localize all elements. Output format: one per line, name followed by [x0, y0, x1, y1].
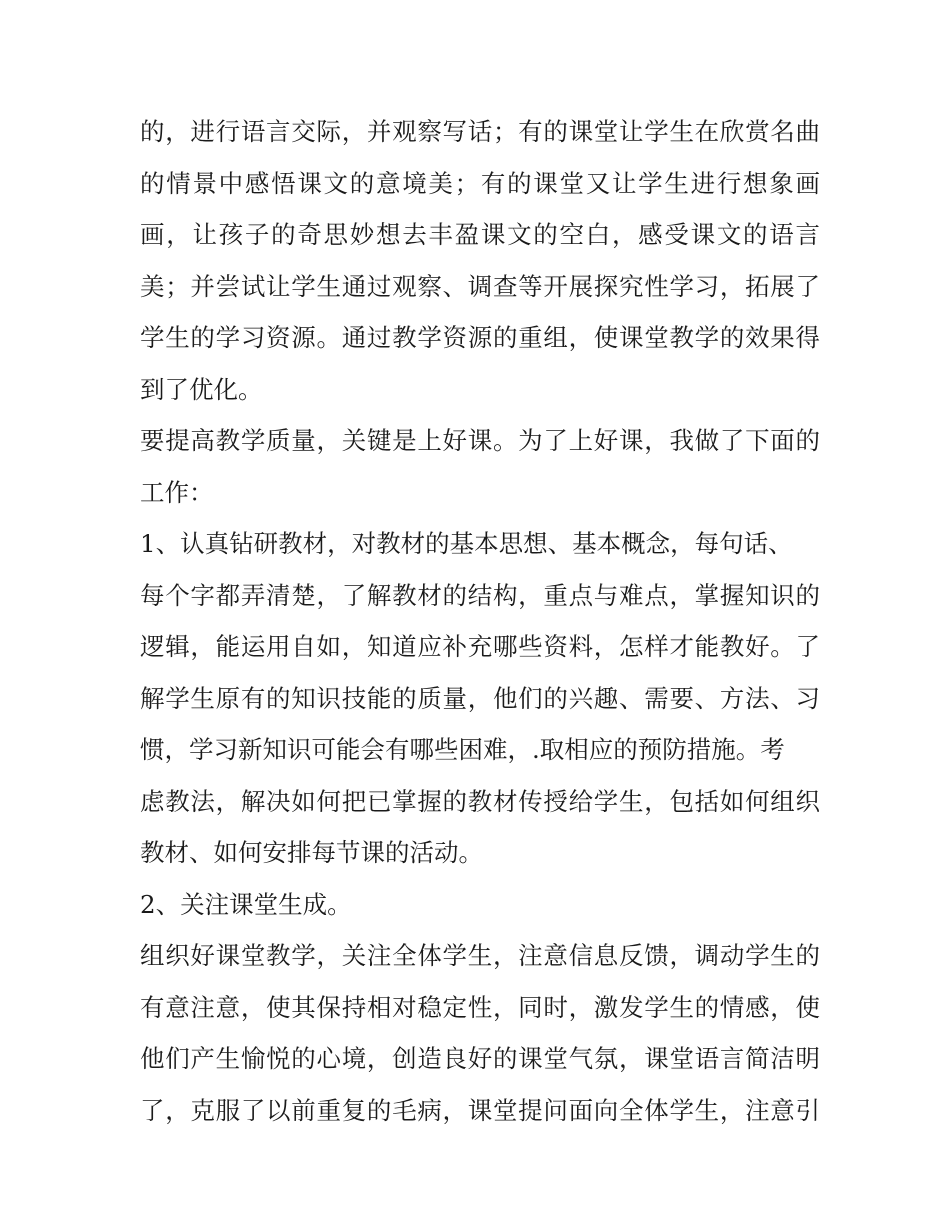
text-line: 他们产生愉悦的心境，创造良好的课堂气氛，课堂语言简洁明: [140, 1044, 820, 1073]
text-line: 1、认真钻研教材，对教材的基本思想、基本概念，每句话、: [140, 529, 793, 558]
text-line: 教材、如何安排每节课的活动。: [140, 838, 483, 867]
text-line: 学生的学习资源。通过教学资源的重组，使课堂教学的效果得: [140, 323, 820, 352]
text-line: 每个字都弄清楚，了解教材的结构，重点与难点，掌握知识的: [140, 580, 820, 610]
text-line: 逻辑，能运用自如，知道应补充哪些资料，怎样才能教好。了: [140, 632, 820, 661]
text-line: 惯，学习新知识可能会有哪些困难，.取相应的预防措施。考: [140, 735, 785, 764]
text-line: 2、关注课堂生成。: [140, 889, 352, 919]
text-line: 美；并尝试让学生通过观察、调查等开展探究性学习，拓展了: [140, 271, 820, 301]
body-text: [140, 106, 820, 1136]
text-line: 工作：: [140, 477, 214, 507]
text-line: 要提高教学质量，关键是上好课。为了上好课，我做了下面的: [140, 426, 820, 455]
text-line: 组织好课堂教学，关注全体学生，注意信息反馈，调动学生的: [140, 941, 820, 970]
text-line: 虑教法，解决如何把已掌握的教材传授给学生，包括如何组织: [140, 786, 820, 816]
text-line: 的，进行语言交际，并观察写话；有的课堂让学生在欣赏名曲: [140, 117, 820, 146]
text-line: 了，克服了以前重复的毛病，课堂提问面向全体学生，注意引: [140, 1095, 820, 1125]
text-line: 画，让孩子的奇思妙想去丰盈课文的空白，感受课文的语言: [140, 220, 820, 249]
text-line: 解学生原有的知识技能的质量，他们的兴趣、需要、方法、习: [140, 683, 820, 713]
text-line: 到了优化。: [140, 374, 263, 404]
text-line: 的情景中感悟课文的意境美；有的课堂又让学生进行想象画: [140, 168, 820, 198]
text-line: 有意注意，使其保持相对稳定性，同时，激发学生的情感，使: [140, 992, 820, 1022]
